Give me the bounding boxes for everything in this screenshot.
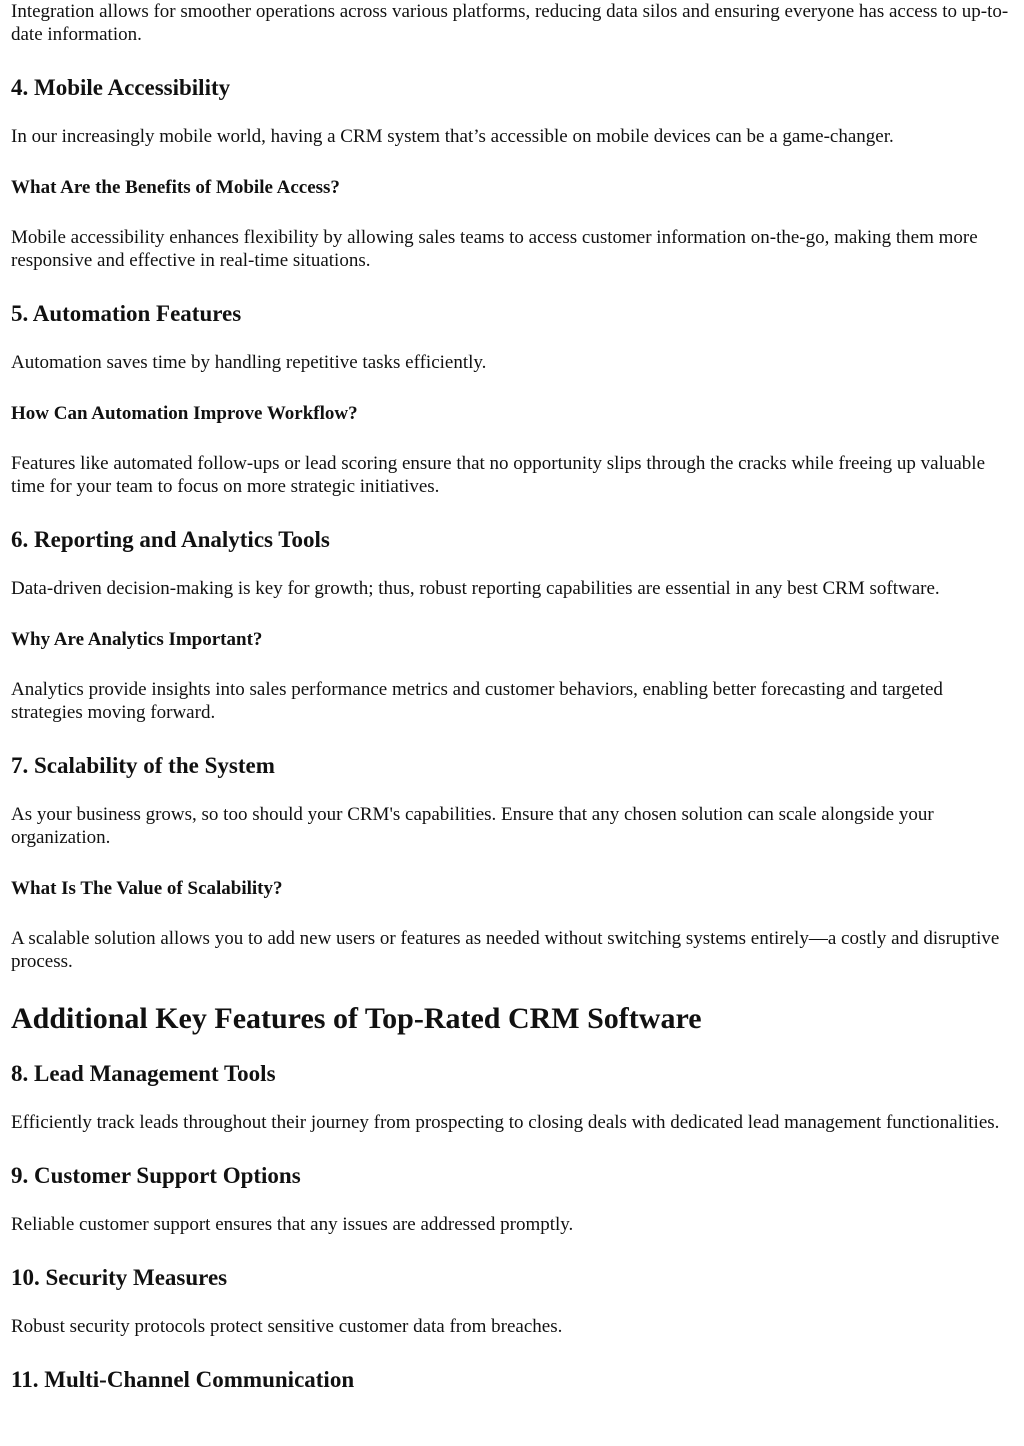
- paragraph-mobile-benefits: Mobile accessibility enhances flexibility by allowing sales teams to access customer information on-the-go, making them more responsive and effective in real-time situations.: [11, 227, 978, 271]
- heading-scalability: 7. Scalability of the System: [11, 753, 275, 778]
- paragraph-automation-workflow: Features like automated follow-ups or lead scoring ensure that no opportunity slips through the cracks while freeing up valuable time for your team to focus on more strategic initiatives.: [11, 453, 986, 497]
- paragraph-customer-support: Reliable customer support ensures that any issues are addressed promptly.: [11, 1214, 574, 1235]
- paragraph-automation-intro: Automation saves time by handling repetitive tasks efficiently.: [11, 352, 487, 373]
- paragraph-scalability-value: A scalable solution allows you to add new users or features as needed without switching systems entirely—a costly and disruptive process.: [11, 928, 1000, 972]
- subheading-mobile-benefits: What Are the Benefits of Mobile Access?: [11, 177, 340, 198]
- subheading-analytics-importance: Why Are Analytics Important?: [11, 629, 263, 650]
- paragraph-scalability-intro: As your business grows, so too should your CRM's capabilities. Ensure that any chosen solution can scale alongside your organization.: [11, 804, 934, 848]
- paragraph-analytics-importance: Analytics provide insights into sales performance metrics and customer behaviors, enabling better forecasting and targeted strategies moving forward.: [11, 679, 943, 723]
- heading-additional-key-features: Additional Key Features of Top-Rated CRM Software: [11, 1002, 702, 1035]
- article-body: [11, 0, 1019, 1394]
- heading-customer-support: 9. Customer Support Options: [11, 1163, 301, 1188]
- heading-lead-management: 8. Lead Management Tools: [11, 1061, 276, 1086]
- paragraph-security-measures: Robust security protocols protect sensitive customer data from breaches.: [11, 1316, 563, 1337]
- heading-automation-features: 5. Automation Features: [11, 301, 242, 326]
- paragraph-lead-management: Efficiently track leads throughout their journey from prospecting to closing deals with dedicated lead management functionalities.: [11, 1112, 1000, 1133]
- subheading-automation-workflow: How Can Automation Improve Workflow?: [11, 403, 358, 424]
- heading-mobile-accessibility: 4. Mobile Accessibility: [11, 75, 231, 100]
- heading-reporting-analytics: 6. Reporting and Analytics Tools: [11, 527, 330, 552]
- heading-multi-channel: 11. Multi-Channel Communication: [11, 1367, 355, 1392]
- subheading-scalability-value: What Is The Value of Scalability?: [11, 878, 283, 899]
- heading-security-measures: 10. Security Measures: [11, 1265, 228, 1290]
- paragraph-reporting-intro: Data-driven decision-making is key for growth; thus, robust reporting capabilities are essential in any best CRM software.: [11, 578, 940, 599]
- paragraph-integration-benefits: Integration allows for smoother operations across various platforms, reducing data silos and ensuring everyone has access to up-to-date information.: [11, 1, 1009, 45]
- paragraph-mobile-intro: In our increasingly mobile world, having a CRM system that’s accessible on mobile devices can be a game-changer.: [11, 126, 894, 147]
